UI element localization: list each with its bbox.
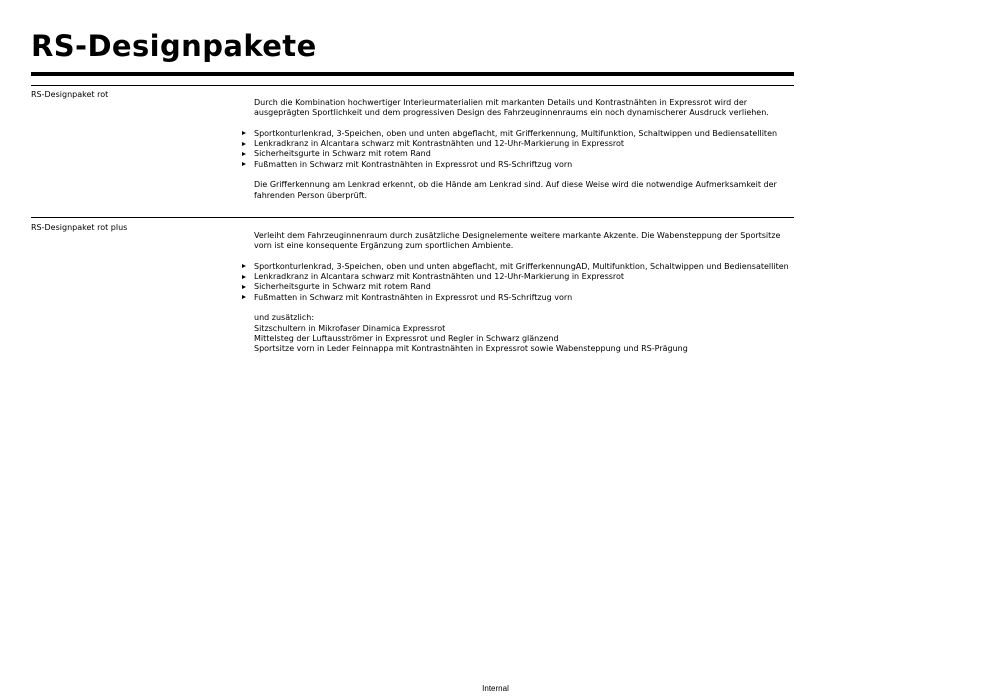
list-item: Sicherheitsgurte in Schwarz mit rotem Rand bbox=[254, 149, 794, 159]
extra-heading: und zusätzlich: bbox=[254, 313, 315, 323]
note-paragraph: Die Grifferkennung am Lenkrad erkennt, ob die Hände am Lenkrad sind. Auf diese Weise wird die notwendige Aufmerksamkeit der fahrenden Person überprüft. bbox=[254, 180, 777, 200]
feature-list bbox=[254, 262, 794, 303]
page-title: RS-Designpakete bbox=[31, 29, 317, 63]
list-item: Sitzschultern in Mikrofaser Dinamica Expressrot bbox=[254, 323, 446, 333]
footer-classification: Internal bbox=[482, 684, 509, 693]
section-label: RS-Designpaket rot bbox=[31, 90, 109, 99]
section-label: RS-Designpaket rot plus bbox=[31, 223, 128, 232]
intro-paragraph: Verleiht dem Fahrzeuginnenraum durch zusätzliche Designelemente weitere markante Akzente. Die Wabensteppung der Sportsitze vorn ist eine konsequente Ergänzung zum sportlichen Ambiente. bbox=[254, 231, 781, 251]
section-divider bbox=[31, 217, 794, 218]
section-divider bbox=[31, 85, 794, 86]
list-item: Fußmatten in Schwarz mit Kontrastnähten in Expressrot und RS-Schriftzug vorn bbox=[254, 160, 794, 170]
list-item: Sicherheitsgurte in Schwarz mit rotem Rand bbox=[254, 282, 794, 292]
title-rule bbox=[31, 72, 794, 76]
section-body bbox=[254, 231, 794, 355]
list-item: Sportkonturlenkrad, 3-Speichen, oben und unten abgeflacht, mit GrifferkennungAD, Multifunktion, Schaltwippen und Bediensatelliten bbox=[254, 262, 794, 272]
list-item: Sportkonturlenkrad, 3-Speichen, oben und unten abgeflacht, mit Grifferkennung, Multifunktion, Schaltwippen und Bediensatelliten bbox=[254, 129, 794, 139]
feature-list bbox=[254, 129, 794, 170]
list-item: Fußmatten in Schwarz mit Kontrastnähten in Expressrot und RS-Schriftzug vorn bbox=[254, 293, 794, 303]
list-item: Sportsitze vorn in Leder Feinnappa mit Kontrastnähten in Expressrot sowie Wabensteppung und RS-Prägung bbox=[254, 344, 688, 354]
list-item: Lenkradkranz in Alcantara schwarz mit Kontrastnähten und 12-Uhr-Markierung in Expressrot bbox=[254, 272, 794, 282]
list-item: Lenkradkranz in Alcantara schwarz mit Kontrastnähten und 12-Uhr-Markierung in Expressrot bbox=[254, 139, 794, 149]
section-body bbox=[254, 98, 794, 201]
intro-paragraph: Durch die Kombination hochwertiger Interieurmaterialien mit markanten Details und Kontrastnähten in Expressrot wird der ausgeprägten Sportlichkeit und dem progressiven Design des Fahrzeuginnenraums ein noch dynamischerer Ausdruck verliehen. bbox=[254, 98, 769, 118]
list-item: Mittelsteg der Luftausströmer in Expressrot und Regler in Schwarz glänzend bbox=[254, 333, 559, 343]
